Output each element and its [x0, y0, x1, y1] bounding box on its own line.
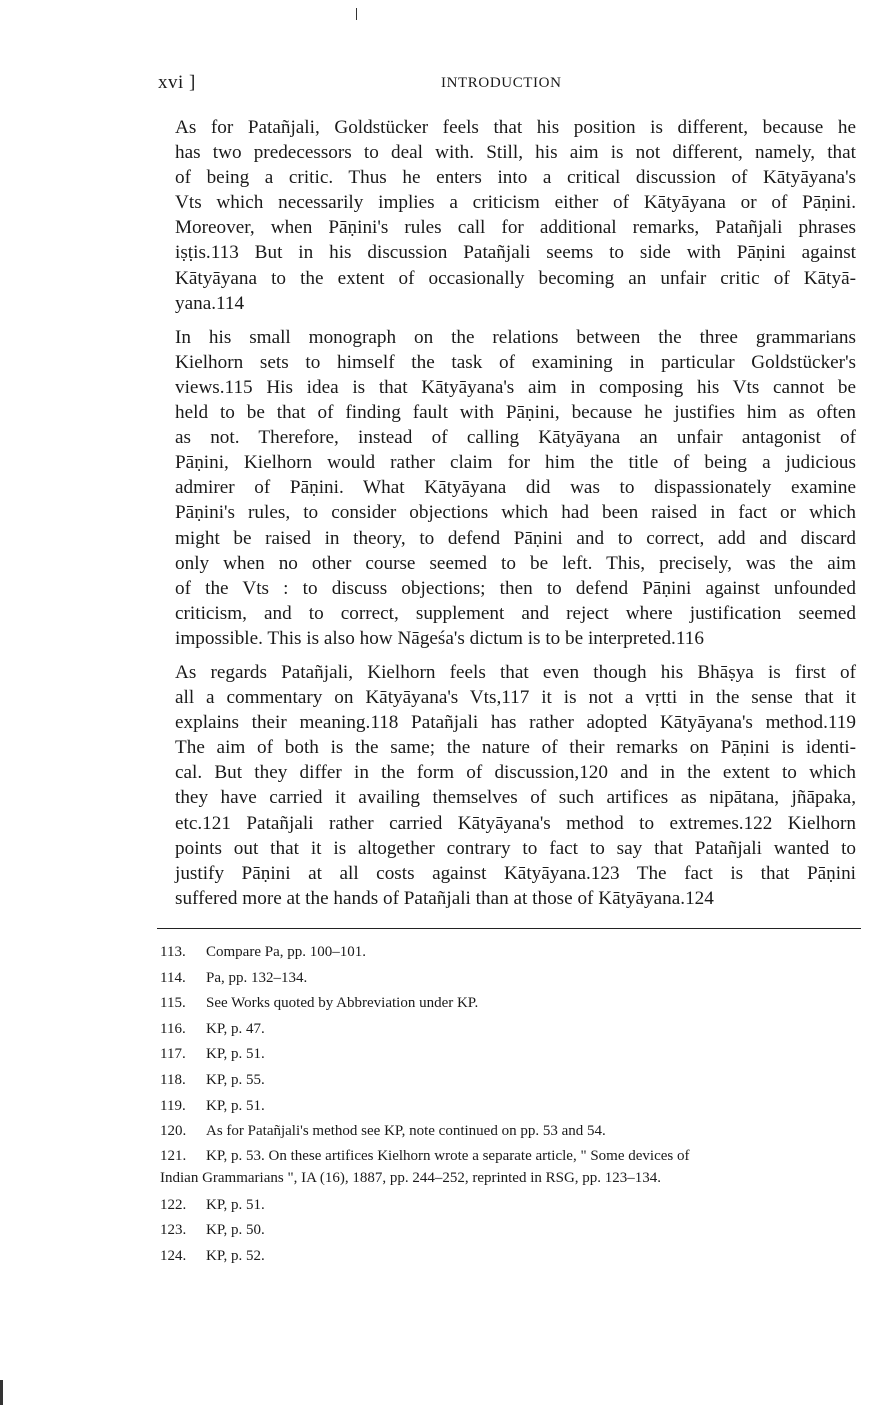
footnote-number: 113.: [160, 944, 186, 960]
footnote: [160, 1193, 862, 1219]
text-line: Pāṇini's rules, to consider objections which had been raised in fact or which: [175, 502, 856, 524]
footnotes: [160, 940, 862, 1270]
footnote-text: KP, p. 55.: [206, 1071, 265, 1088]
footnote-rule: [157, 928, 861, 929]
text-line: Kātyāyana to the extent of occasionally becoming an unfair critic of Kātyā-: [175, 267, 856, 289]
text-line: etc.121 Patañjali rather carried Kātyāyana's method to extremes.122 Kielhorn: [175, 812, 856, 834]
text-line: has two predecessors to deal with. Still, his aim is not different, namely, that: [175, 142, 856, 164]
footnote-number: 122.: [160, 1196, 187, 1213]
footnote: [160, 1218, 862, 1244]
text-line: of the Vts : to discuss objections; then to defend Pāṇini against unfounded: [175, 577, 856, 599]
text-line: they have carried it availing themselves of such artifices as nipātana, jñāpaka,: [175, 787, 856, 809]
text-line: Kielhorn sets to himself the task of examining in particular Goldstücker's: [175, 351, 856, 373]
footnote-text: KP, p. 52.: [206, 1247, 265, 1264]
footnote-number: 115.: [160, 995, 186, 1012]
scan-tick-mark: [356, 8, 357, 20]
paragraph-3: [153, 660, 856, 911]
text-line: Moreover, when Pāṇini's rules call for additional remarks, Patañjali phrases: [175, 217, 856, 239]
page-header: [158, 72, 858, 100]
footnote: [160, 940, 862, 966]
text-line: iṣṭis.113 But in his discussion Patañjali seems to side with Pāṇini against: [175, 242, 856, 264]
text-line: The aim of both is the same; the nature of their remarks on Pāṇini is identi-: [175, 737, 856, 759]
paragraph-2: [153, 325, 856, 651]
footnote-text: Compare Pa, pp. 100–101.: [206, 944, 366, 960]
text-line: Pāṇini, Kielhorn would rather claim for him the title of being a judicious: [175, 452, 856, 474]
text-line: points out that it is altogether contrary to fact to say that Patañjali wanted to: [175, 837, 856, 859]
footnote: [160, 1094, 862, 1120]
footnote-number: 124.: [160, 1247, 187, 1264]
text-line: only when no other course seemed to be left. This, precisely, was the aim: [175, 552, 856, 574]
footnote-text: See Works quoted by Abbreviation under KP.: [206, 995, 479, 1012]
footnote-number: 118.: [160, 1071, 186, 1088]
footnote-text: KP, p. 51.: [206, 1196, 265, 1213]
footnote: [160, 1119, 862, 1145]
footnote: [160, 1068, 862, 1094]
footnote-text: KP, p. 50.: [206, 1222, 265, 1239]
footnote: [160, 1042, 862, 1068]
text-line: admirer of Pāṇini. What Kātyāyana did was to dispassionately examine: [175, 477, 856, 499]
text-line: impossible. This is also how Nāgeśa's dictum is to be interpreted.116: [175, 627, 704, 649]
text-line: justify Pāṇini at all costs against Kātyāyana.123 The fact is that Pāṇini: [175, 862, 856, 884]
footnote-number: 123.: [160, 1222, 187, 1239]
footnote-text: KP, p. 51.: [206, 1046, 265, 1063]
text-line: suffered more at the hands of Patañjali than at those of Kātyāyana.124: [175, 887, 714, 909]
text-line: Vts which necessarily implies a criticism either of Kātyāyana or of Pāṇini.: [175, 192, 856, 214]
footnote: [160, 966, 862, 992]
text-line: all a commentary on Kātyāyana's Vts,117 it is not a vṛtti in the sense that it: [175, 687, 856, 709]
footnote-text-continued: Indian Grammarians ", IA (16), 1887, pp. 244–252, reprinted in RSG, pp. 123–134.: [160, 1169, 662, 1186]
text-line: criticism, and to correct, supplement and reject where justification seemed: [175, 602, 856, 624]
footnote-number: 116.: [160, 1020, 186, 1037]
running-head: INTRODUCTION: [441, 75, 562, 91]
text-line: In his small monograph on the relations between the three grammarians: [175, 326, 856, 348]
footnote-number: 117.: [160, 1046, 186, 1063]
footnote: [160, 1017, 862, 1043]
footnote: [160, 1145, 862, 1189]
text-line: of being a critic. Thus he enters into a critical discussion of Kātyāyana's: [175, 167, 856, 189]
text-line: cal. But they differ in the form of discussion,120 and in the extent to which: [175, 762, 856, 784]
text-line: might be raised in theory, to defend Pāṇini and to correct, add and discard: [175, 527, 856, 549]
text-line: as not. Therefore, instead of calling Kātyāyana an unfair antagonist of: [175, 427, 856, 449]
paragraph-1: [153, 115, 856, 316]
text-line: explains their meaning.118 Patañjali has rather adopted Kātyāyana's method.119: [175, 712, 856, 734]
main-text: [153, 115, 856, 920]
footnote-number: 114.: [160, 969, 186, 986]
page-number: xvi ]: [158, 72, 196, 93]
footnote-number: 121.: [160, 1147, 187, 1164]
text-line: held to be that of finding fault with Pāṇini, because he justifies him as often: [175, 402, 856, 424]
footnote-text: KP, p. 51.: [206, 1097, 265, 1114]
text-line: yana.114: [175, 292, 245, 314]
footnote: [160, 991, 862, 1017]
scan-edge-mark: [0, 1380, 3, 1405]
footnote-text: Pa, pp. 132–134.: [206, 969, 308, 986]
footnote: [160, 1244, 862, 1270]
text-line: As for Patañjali, Goldstücker feels that his position is different, because he: [175, 117, 856, 138]
text-line: As regards Patañjali, Kielhorn feels that even though his Bhāṣya is first of: [175, 661, 856, 683]
footnote-text: As for Patañjali's method see KP, note continued on pp. 53 and 54.: [206, 1123, 606, 1140]
text-line: views.115 His idea is that Kātyāyana's aim in composing his Vts cannot be: [175, 376, 856, 398]
footnote-number: 120.: [160, 1123, 187, 1140]
footnote-number: 119.: [160, 1097, 186, 1114]
footnote-text: KP, p. 47.: [206, 1020, 265, 1037]
footnote-text: KP, p. 53. On these artifices Kielhorn wrote a separate article, " Some devices of: [206, 1147, 690, 1164]
